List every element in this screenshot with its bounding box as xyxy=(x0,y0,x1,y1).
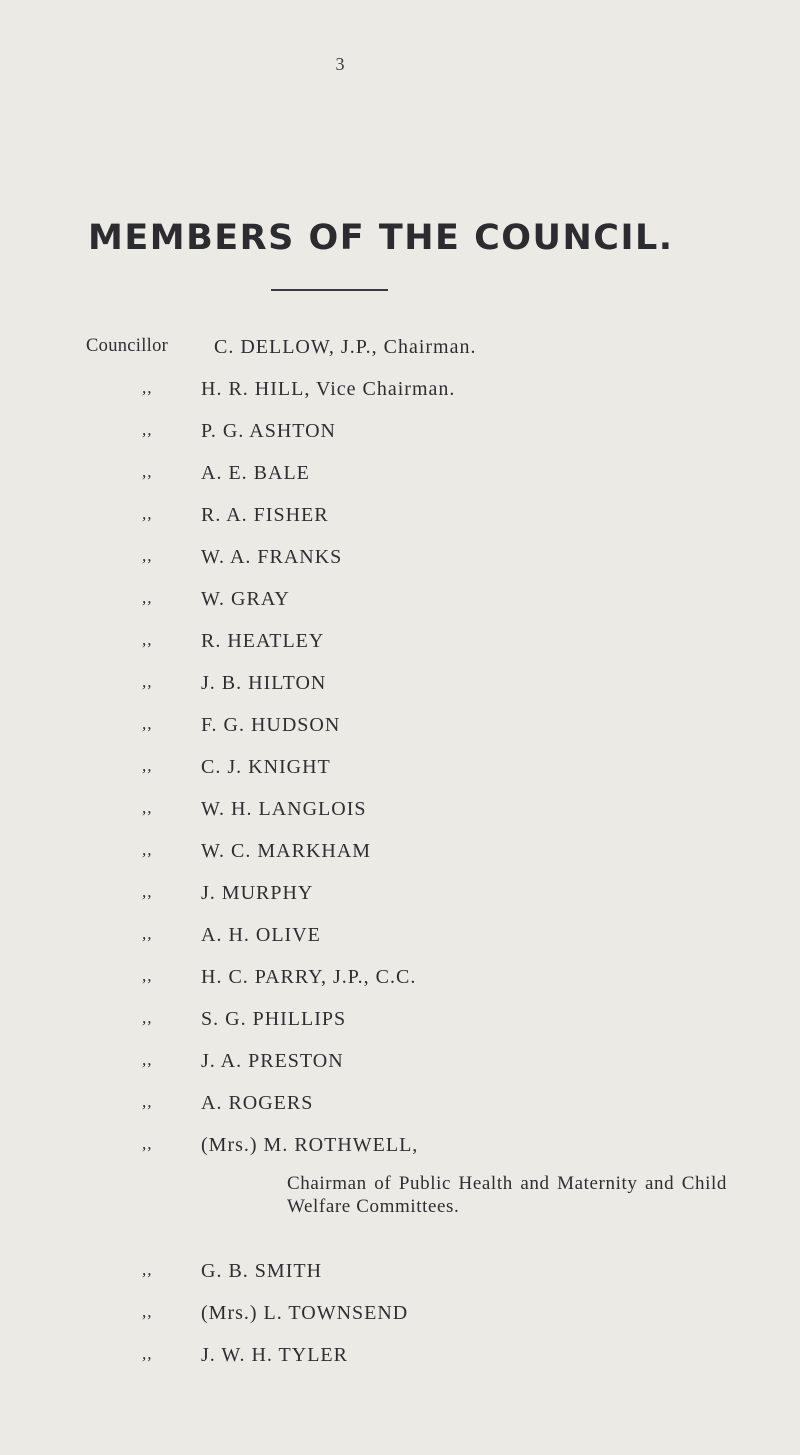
member-name: W. A. FRANKS xyxy=(201,546,343,568)
ditto-mark: ,, xyxy=(142,546,153,565)
member-name: C. DELLOW, J.P., Chairman. xyxy=(214,336,477,358)
ditto-mark: ,, xyxy=(142,378,153,397)
ditto-mark: ,, xyxy=(142,1260,153,1279)
member-name: C. J. KNIGHT xyxy=(201,756,331,778)
ditto-mark: ,, xyxy=(142,504,153,523)
member-name: J. W. H. TYLER xyxy=(201,1344,348,1366)
member-row xyxy=(0,708,800,750)
member-name: (Mrs.) M. ROTHWELL, xyxy=(201,1134,419,1156)
ditto-mark: ,, xyxy=(142,588,153,607)
member-row xyxy=(0,330,800,372)
member-row xyxy=(0,456,800,498)
member-row xyxy=(0,750,800,792)
member-row xyxy=(0,834,800,876)
member-name: W. GRAY xyxy=(201,588,290,610)
ditto-mark: ,, xyxy=(142,672,153,691)
member-row xyxy=(0,1296,800,1338)
title-divider xyxy=(271,289,388,291)
ditto-mark: ,, xyxy=(142,924,153,943)
member-name: P. G. ASHTON xyxy=(201,420,336,442)
member-row xyxy=(0,624,800,666)
member-row xyxy=(0,960,800,1002)
member-name: S. G. PHILLIPS xyxy=(201,1008,347,1030)
ditto-mark: ,, xyxy=(142,1302,153,1321)
member-name: W. H. LANGLOIS xyxy=(201,798,367,820)
ditto-mark: ,, xyxy=(142,882,153,901)
member-name: W. C. MARKHAM xyxy=(201,840,372,862)
member-row xyxy=(0,1338,800,1380)
member-name: (Mrs.) L. TOWNSEND xyxy=(201,1302,409,1324)
member-row xyxy=(0,498,800,540)
member-row xyxy=(0,918,800,960)
member-row xyxy=(0,792,800,834)
member-name: H. C. PARRY, J.P., C.C. xyxy=(201,966,417,988)
ditto-mark: ,, xyxy=(142,798,153,817)
councillor-label: Councillor xyxy=(86,336,169,356)
ditto-mark: ,, xyxy=(142,420,153,439)
member-row xyxy=(0,1002,800,1044)
ditto-mark: ,, xyxy=(142,1050,153,1069)
member-name: H. R. HILL, Vice Chairman. xyxy=(201,378,456,400)
member-row xyxy=(0,414,800,456)
ditto-mark: ,, xyxy=(142,966,153,985)
member-row xyxy=(0,372,800,414)
member-role-note: Chairman of Public Health and Maternity and Child Welfare Committees. xyxy=(287,1173,727,1217)
member-row xyxy=(0,666,800,708)
ditto-mark: ,, xyxy=(142,1134,153,1153)
member-name: R. A. FISHER xyxy=(201,504,329,526)
page-number: 3 xyxy=(335,54,345,74)
ditto-mark: ,, xyxy=(142,1092,153,1111)
ditto-mark: ,, xyxy=(142,840,153,859)
ditto-mark: ,, xyxy=(142,630,153,649)
ditto-mark: ,, xyxy=(142,756,153,775)
member-name: J. B. HILTON xyxy=(201,672,327,694)
member-name: R. HEATLEY xyxy=(201,630,325,652)
member-row xyxy=(0,540,800,582)
member-name: J. MURPHY xyxy=(201,882,314,904)
member-row xyxy=(0,1086,800,1128)
members-list xyxy=(0,330,800,1380)
member-row xyxy=(0,1044,800,1086)
member-name: J. A. PRESTON xyxy=(201,1050,344,1072)
member-name: A. ROGERS xyxy=(201,1092,314,1114)
ditto-mark: ,, xyxy=(142,462,153,481)
page-title: MEMBERS OF THE COUNCIL. xyxy=(88,218,674,259)
member-name: A. E. BALE xyxy=(201,462,310,484)
member-name: A. H. OLIVE xyxy=(201,924,321,946)
member-row xyxy=(0,582,800,624)
ditto-mark: ,, xyxy=(142,1008,153,1027)
ditto-mark: ,, xyxy=(142,714,153,733)
member-name: G. B. SMITH xyxy=(201,1260,323,1282)
member-row xyxy=(0,876,800,918)
ditto-mark: ,, xyxy=(142,1344,153,1363)
member-row xyxy=(0,1254,800,1296)
member-name: F. G. HUDSON xyxy=(201,714,341,736)
member-row xyxy=(0,1128,800,1254)
